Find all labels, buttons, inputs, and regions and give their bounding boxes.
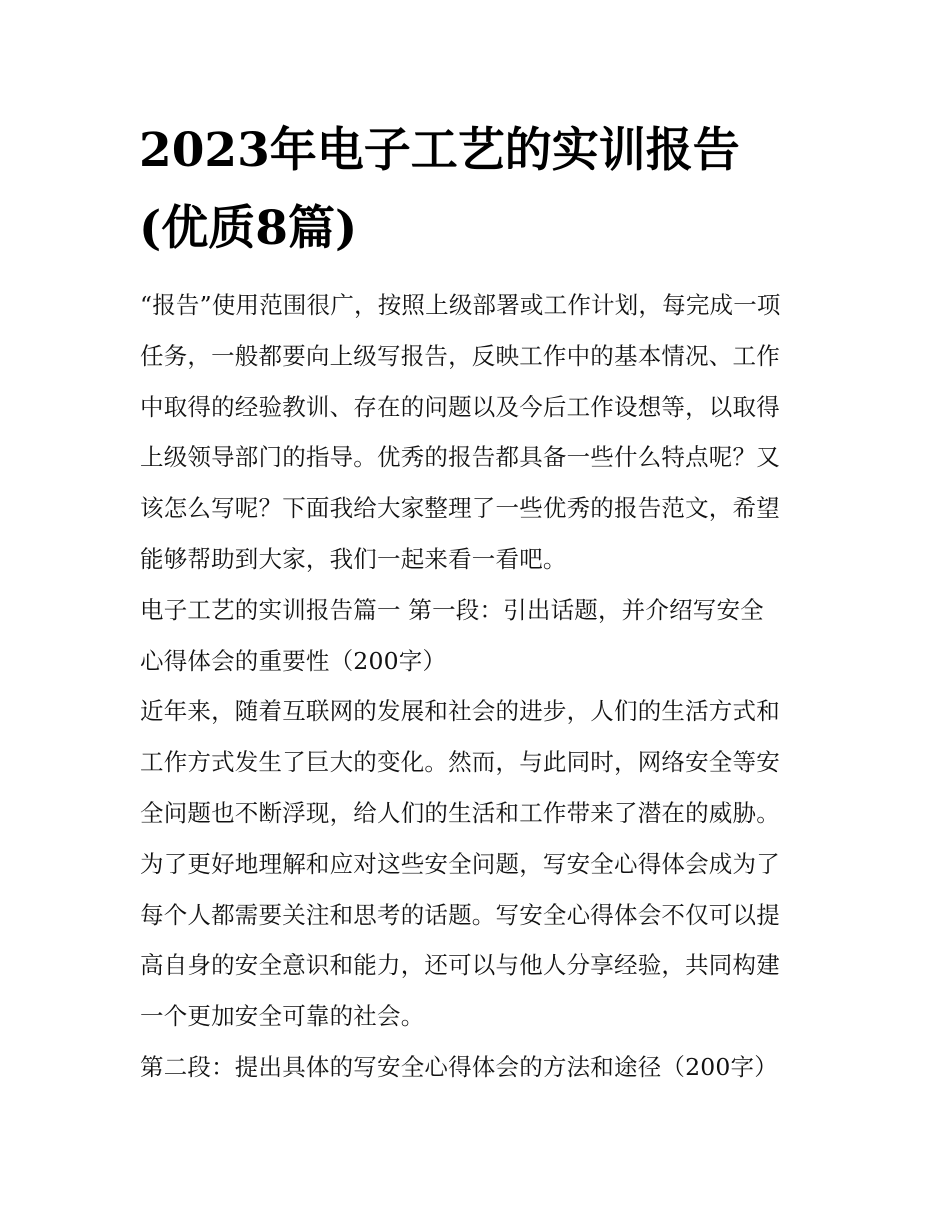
text-line: 每个人都需要关注和思考的话题。写安全心得体会不仅可以提 bbox=[140, 900, 780, 929]
text-line: 中取得的经验教训、存在的问题以及今后工作设想等，以取得 bbox=[140, 392, 780, 421]
text-line: 任务，一般都要向上级写报告，反映工作中的基本情况、工作 bbox=[140, 341, 780, 370]
text-line: 为了更好地理解和应对这些安全问题，写安全心得体会成为了 bbox=[140, 849, 780, 878]
document-title bbox=[139, 112, 819, 268]
title-line-2: (优质8篇) bbox=[139, 201, 358, 256]
text-line: 全问题也不断浮现，给人们的生活和工作带来了潜在的威胁。 bbox=[140, 798, 780, 827]
section-heading-line: 心得体会的重要性（200字） bbox=[140, 646, 447, 675]
text-line: 一个更加安全可靠的社会。 bbox=[140, 1002, 425, 1031]
text-line: 该怎么写呢？下面我给大家整理了一些优秀的报告范文，希望 bbox=[140, 494, 780, 523]
text-line: 上级领导部门的指导。优秀的报告都具备一些什么特点呢？又 bbox=[140, 443, 780, 472]
section-heading-line: 第二段：提出具体的写安全心得体会的方法和途径（200字） bbox=[140, 1052, 778, 1081]
text-line: “报告”使用范围很广，按照上级部署或工作计划，每完成一项 bbox=[140, 291, 781, 319]
text-line: 工作方式发生了巨大的变化。然而，与此同时，网络安全等安 bbox=[140, 748, 780, 777]
section-heading-line: 电子工艺的实训报告篇一 第一段：引出话题，并介绍写安全 bbox=[140, 595, 764, 624]
text-line: 近年来，随着互联网的发展和社会的进步，人们的生活方式和 bbox=[140, 697, 780, 726]
text-line: 高自身的安全意识和能力，还可以与他人分享经验，共同构建 bbox=[140, 951, 780, 980]
document-body bbox=[140, 280, 830, 1093]
title-line-1: 2023年电子工艺的实训报告 bbox=[139, 123, 740, 178]
text-line: 能够帮助到大家，我们一起来看一看吧。 bbox=[140, 544, 567, 573]
